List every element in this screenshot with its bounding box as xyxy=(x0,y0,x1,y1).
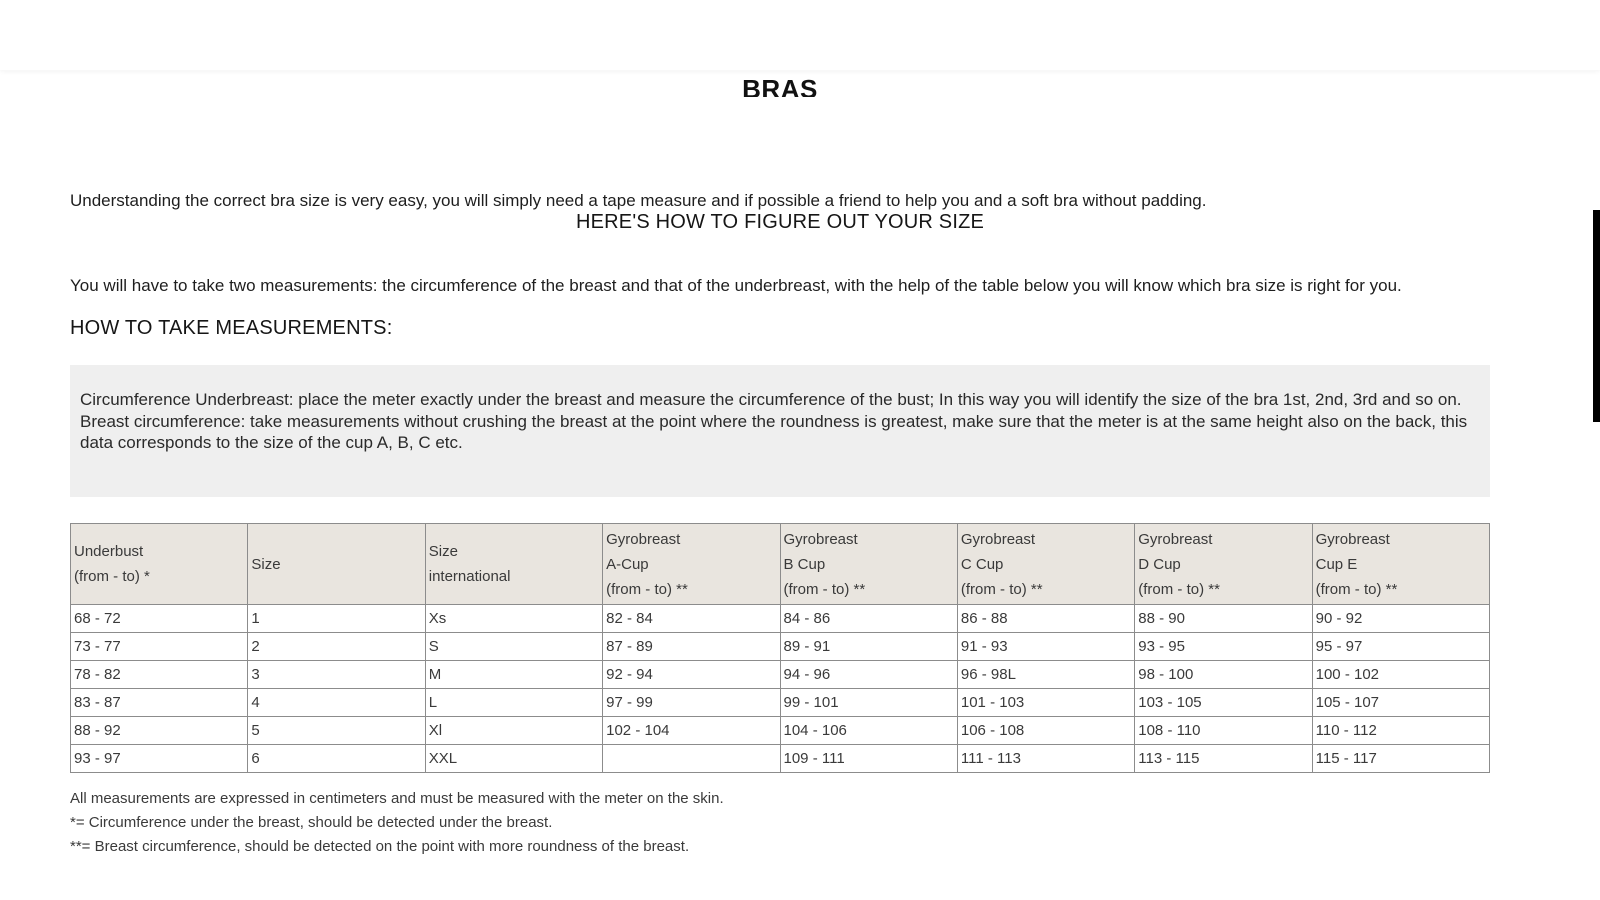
table-cell: 113 - 115 xyxy=(1135,745,1312,773)
figure-out-size-heading: HERE'S HOW TO FIGURE OUT YOUR SIZE xyxy=(575,211,985,233)
how-to-heading: HOW TO TAKE MEASUREMENTS: xyxy=(70,317,393,339)
table-cell: 100 - 102 xyxy=(1312,661,1489,689)
column-header: Gyrobreast Cup E (from - to) ** xyxy=(1312,524,1489,605)
table-row xyxy=(71,633,1490,661)
table-row xyxy=(71,605,1490,633)
table-cell: 68 - 72 xyxy=(71,605,248,633)
table-cell: 104 - 106 xyxy=(780,717,957,745)
table-cell: 98 - 100 xyxy=(1135,661,1312,689)
table-cell: 73 - 77 xyxy=(71,633,248,661)
table-cell: M xyxy=(425,661,602,689)
table-cell: 115 - 117 xyxy=(1312,745,1489,773)
table-cell: 106 - 108 xyxy=(957,717,1134,745)
table-cell: 84 - 86 xyxy=(780,605,957,633)
footnote-double-asterisk: **= Breast circumference, should be detected on the point with more roundness of the breast. xyxy=(70,838,690,855)
table-cell: 108 - 110 xyxy=(1135,717,1312,745)
breast-instruction: Breast circumference: take measurements without crushing the breast at the point where the roundness is greatest, make sure that the meter is at the same height also on the back, this data corresponds to the size of the cup A, B, C etc. xyxy=(80,411,1468,452)
table-cell: Xl xyxy=(425,717,602,745)
table-cell: 2 xyxy=(248,633,425,661)
table-row xyxy=(71,661,1490,689)
column-header: Gyrobreast D Cup (from - to) ** xyxy=(1135,524,1312,605)
table-cell: L xyxy=(425,689,602,717)
table-cell: Xs xyxy=(425,605,602,633)
table-cell: 88 - 90 xyxy=(1135,605,1312,633)
table-cell: 4 xyxy=(248,689,425,717)
table-cell: 105 - 107 xyxy=(1312,689,1489,717)
table-cell: 101 - 103 xyxy=(957,689,1134,717)
measurements-paragraph: You will have to take two measurements: the circumference of the breast and that of the underbreast, with the help of the table below you will know which bra size is right for you. xyxy=(70,276,1402,295)
table-cell: 110 - 112 xyxy=(1312,717,1489,745)
table-row xyxy=(71,689,1490,717)
table-cell: 78 - 82 xyxy=(71,661,248,689)
table-cell: 95 - 97 xyxy=(1312,633,1489,661)
table-cell: 88 - 92 xyxy=(71,717,248,745)
table-row xyxy=(71,717,1490,745)
table-cell: 93 - 95 xyxy=(1135,633,1312,661)
table-cell: 97 - 99 xyxy=(603,689,780,717)
table-cell: 3 xyxy=(248,661,425,689)
table-cell: 86 - 88 xyxy=(957,605,1134,633)
table-cell xyxy=(603,745,780,773)
size-table xyxy=(70,523,1490,773)
footnote-units: All measurements are expressed in centimeters and must be measured with the meter on the skin. xyxy=(70,790,724,807)
page-title: BRAS xyxy=(742,74,818,97)
table-cell: 111 - 113 xyxy=(957,745,1134,773)
table-cell: 91 - 93 xyxy=(957,633,1134,661)
page-title-clip xyxy=(70,70,1490,97)
column-header: Gyrobreast B Cup (from - to) ** xyxy=(780,524,957,605)
instructions-box xyxy=(70,365,1490,497)
table-cell: 90 - 92 xyxy=(1312,605,1489,633)
column-header: Size international xyxy=(425,524,602,605)
table-cell: 92 - 94 xyxy=(603,661,780,689)
column-header: Underbust (from - to) * xyxy=(71,524,248,605)
size-table-body xyxy=(71,605,1490,773)
table-cell: 1 xyxy=(248,605,425,633)
footnotes xyxy=(70,791,1490,863)
table-cell: 82 - 84 xyxy=(603,605,780,633)
table-cell: 87 - 89 xyxy=(603,633,780,661)
table-cell: 94 - 96 xyxy=(780,661,957,689)
table-cell: 96 - 98L xyxy=(957,661,1134,689)
table-cell: XXL xyxy=(425,745,602,773)
column-header: Gyrobreast C Cup (from - to) ** xyxy=(957,524,1134,605)
scrollbar-thumb[interactable] xyxy=(1593,210,1600,422)
top-header-band xyxy=(0,0,1600,70)
table-cell: 102 - 104 xyxy=(603,717,780,745)
table-cell: 89 - 91 xyxy=(780,633,957,661)
table-cell: 99 - 101 xyxy=(780,689,957,717)
table-cell: S xyxy=(425,633,602,661)
table-row xyxy=(71,745,1490,773)
table-cell: 93 - 97 xyxy=(71,745,248,773)
underbreast-instruction: Circumference Underbreast: place the meter exactly under the breast and measure the circumference of the bust; In this way you will identify the size of the bra 1st, 2nd, 3rd and so on. xyxy=(80,390,1462,409)
table-cell: 6 xyxy=(248,745,425,773)
footnote-single-asterisk: *= Circumference under the breast, should be detected under the breast. xyxy=(70,814,553,831)
column-header: Gyrobreast A-Cup (from - to) ** xyxy=(603,524,780,605)
table-cell: 109 - 111 xyxy=(780,745,957,773)
table-cell: 83 - 87 xyxy=(71,689,248,717)
table-cell: 5 xyxy=(248,717,425,745)
intro-paragraph: Understanding the correct bra size is very easy, you will simply need a tape measure and if possible a friend to help you and a soft bra without padding. xyxy=(70,191,1207,210)
table-cell: 103 - 105 xyxy=(1135,689,1312,717)
column-header: Size xyxy=(248,524,425,605)
size-table-header-row xyxy=(71,524,1490,605)
